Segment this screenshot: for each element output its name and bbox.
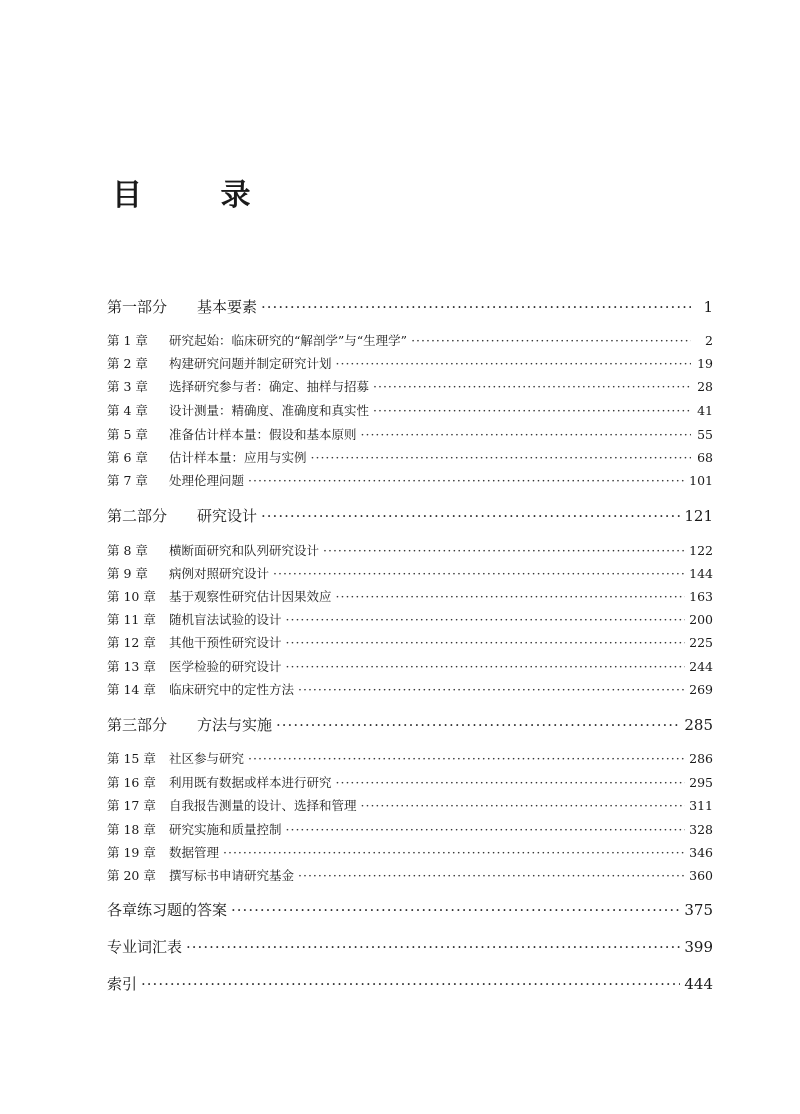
- entry-page-number: 19: [697, 356, 713, 371]
- dot-leader: [286, 822, 686, 837]
- entry-number: 第 14 章: [107, 682, 156, 697]
- dot-leader: [298, 868, 685, 883]
- toc-part-entry: [107, 899, 713, 920]
- entry-number: 第 17 章: [107, 798, 156, 813]
- toc-chapter-entry: [107, 564, 713, 582]
- entry-title: 构建研究问题并制定研究计划: [169, 356, 332, 371]
- entry-title: 专业词汇表: [107, 938, 183, 956]
- entry-number: 第 10 章: [107, 589, 156, 604]
- toc-chapter-entry: [107, 610, 713, 628]
- entry-number: 第 4 章: [107, 403, 148, 418]
- dot-leader: [261, 507, 680, 525]
- entry-page-number: 144: [689, 566, 713, 581]
- entry-title: 临床研究中的定性方法: [169, 682, 295, 697]
- entry-title: 各章练习题的答案: [107, 901, 228, 919]
- toc-chapter-entry: [107, 354, 713, 372]
- dot-leader: [336, 775, 686, 790]
- toc-part-entry: [107, 296, 713, 317]
- dot-leader: [286, 612, 686, 627]
- entry-title: 撰写标书申请研究基金: [169, 868, 295, 883]
- dot-leader: [373, 379, 691, 394]
- toc-chapter-entry: [107, 749, 713, 767]
- dot-leader: [248, 473, 685, 488]
- toc-chapter-entry: [107, 680, 713, 698]
- toc-chapter-entry: [107, 401, 713, 419]
- entry-page-number: 225: [689, 635, 713, 650]
- entry-page-number: 360: [689, 868, 713, 883]
- dot-leader: [186, 938, 680, 956]
- entry-number: 第 13 章: [107, 659, 156, 674]
- entry-title: 设计测量：精确度、准确度和真实性: [169, 403, 370, 418]
- dot-leader: [323, 543, 685, 558]
- entry-page-number: 375: [684, 901, 713, 919]
- entry-number: 第 18 章: [107, 822, 156, 837]
- entry-page-number: 68: [697, 450, 713, 465]
- dot-leader: [311, 450, 691, 465]
- toc-chapter-entry: [107, 657, 713, 675]
- entry-title: 估计样本量：应用与实例: [169, 450, 307, 465]
- entry-title: 病例对照研究设计: [169, 566, 270, 581]
- entry-page-number: 269: [689, 682, 713, 697]
- dot-leader: [361, 427, 691, 442]
- entry-number: 第 12 章: [107, 635, 156, 650]
- entry-page-number: 1: [703, 298, 713, 316]
- toc-chapter-entry: [107, 425, 713, 443]
- dot-leader: [361, 798, 686, 813]
- entry-title: 研究起始：临床研究的“解剖学”与“生理学”: [169, 333, 408, 348]
- entry-page-number: 444: [684, 975, 713, 993]
- entry-number: 第 16 章: [107, 775, 156, 790]
- entry-title: 社区参与研究: [169, 751, 245, 766]
- dot-leader: [231, 901, 680, 919]
- entry-number: 第 15 章: [107, 751, 156, 766]
- entry-title: 数据管理: [169, 845, 220, 860]
- entry-page-number: 328: [689, 822, 713, 837]
- entry-page-number: 55: [697, 427, 713, 442]
- toc-chapter-entry: [107, 331, 713, 349]
- entry-title: 方法与实施: [197, 716, 273, 734]
- entry-page-number: 311: [689, 798, 713, 813]
- entry-number: 第一部分: [107, 298, 168, 316]
- toc-chapter-entry: [107, 633, 713, 651]
- dot-leader: [141, 975, 680, 993]
- entry-number: 第 5 章: [107, 427, 148, 442]
- dot-leader: [286, 659, 686, 674]
- toc-part-entry: [107, 936, 713, 957]
- dot-leader: [336, 356, 691, 371]
- entry-title: 横断面研究和队列研究设计: [169, 543, 320, 558]
- toc-chapter-entry: [107, 541, 713, 559]
- entry-page-number: 28: [697, 379, 713, 394]
- entry-number: 第 1 章: [107, 333, 148, 348]
- entry-number: 第 8 章: [107, 543, 148, 558]
- toc-chapter-entry: [107, 448, 713, 466]
- entry-number: 第 3 章: [107, 379, 148, 394]
- entry-page-number: 346: [689, 845, 713, 860]
- entry-page-number: 41: [697, 403, 713, 418]
- entry-number: 第 11 章: [107, 612, 156, 627]
- dot-leader: [261, 298, 691, 316]
- entry-number: 第 20 章: [107, 868, 156, 883]
- entry-title: 自我报告测量的设计、选择和管理: [169, 798, 357, 813]
- entry-title: 准备估计样本量：假设和基本原则: [169, 427, 357, 442]
- entry-title: 利用既有数据或样本进行研究: [169, 775, 332, 790]
- entry-number: 第三部分: [107, 716, 168, 734]
- entry-title: 研究实施和质量控制: [169, 822, 282, 837]
- dot-leader: [411, 333, 691, 348]
- entry-number: 第 9 章: [107, 566, 148, 581]
- entry-number: 第 2 章: [107, 356, 148, 371]
- entry-number: 第 6 章: [107, 450, 148, 465]
- toc-chapter-entry: [107, 843, 713, 861]
- toc-part-entry: [107, 505, 713, 526]
- entry-page-number: 285: [684, 716, 713, 734]
- dot-leader: [373, 403, 691, 418]
- entry-title: 医学检验的研究设计: [169, 659, 282, 674]
- dot-leader: [336, 589, 686, 604]
- entry-number: 第 7 章: [107, 473, 148, 488]
- toc-chapter-entry: [107, 377, 713, 395]
- dot-leader: [276, 716, 680, 734]
- dot-leader: [273, 566, 685, 581]
- entry-page-number: 295: [689, 775, 713, 790]
- entry-page-number: 163: [689, 589, 713, 604]
- toc-part-entry: [107, 714, 713, 735]
- entry-page-number: 2: [705, 333, 713, 348]
- entry-title: 基于观察性研究估计因果效应: [169, 589, 332, 604]
- toc-chapter-entry: [107, 820, 713, 838]
- toc-chapter-entry: [107, 587, 713, 605]
- entry-title: 研究设计: [197, 507, 258, 525]
- toc-chapter-entry: [107, 796, 713, 814]
- entry-page-number: 121: [684, 507, 713, 525]
- entry-title: 随机盲法试验的设计: [169, 612, 282, 627]
- entry-page-number: 286: [689, 751, 713, 766]
- entry-number: 第 19 章: [107, 845, 156, 860]
- entry-title: 选择研究参与者：确定、抽样与招募: [169, 379, 370, 394]
- dot-leader: [298, 682, 685, 697]
- entry-number: 第二部分: [107, 507, 168, 525]
- dot-leader: [286, 635, 686, 650]
- toc-chapter-entry: [107, 866, 713, 884]
- toc-chapter-entry: [107, 471, 713, 489]
- entry-title: 基本要素: [197, 298, 258, 316]
- dot-leader: [248, 751, 685, 766]
- entry-page-number: 399: [684, 938, 713, 956]
- entry-page-number: 200: [689, 612, 713, 627]
- toc-chapter-entry: [107, 773, 713, 791]
- entry-title: 索引: [107, 975, 138, 993]
- entry-page-number: 101: [689, 473, 713, 488]
- entry-title: 其他干预性研究设计: [169, 635, 282, 650]
- entry-page-number: 122: [689, 543, 713, 558]
- entry-page-number: 244: [689, 659, 713, 674]
- toc-part-entry: [107, 973, 713, 994]
- entry-title: 处理伦理问题: [169, 473, 245, 488]
- page-title: 目 录: [112, 178, 285, 213]
- dot-leader: [223, 845, 685, 860]
